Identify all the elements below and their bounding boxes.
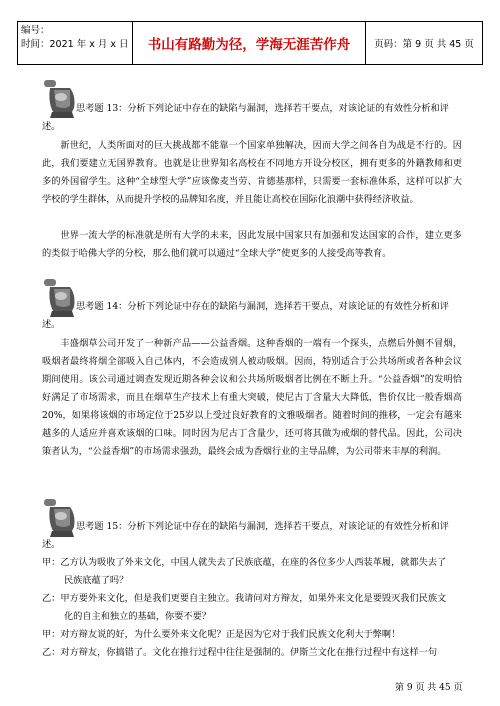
- dialogue-line-cont: 化的自主和独立的基础，你要不要？: [64, 611, 211, 622]
- q14-paragraph-1: 丰盛烟草公司开发了一种新产品——公益香烟。这种香烟的一端有一个探头，点燃后外侧不冒烟，吸烟者最终将烟全部吸入自己体内，不会造成别人被动吸烟。因而，特别适合于公共场所或者各种会议期间使用。该公司通过调查发现近期各种会议和公共场所吸烟者比例在不断上升。“公益香烟”的发明恰好满足了市场需求，而且在烟草生产技术上有重大突破，使尼古丁含量大大降低，售价仅比一般香烟高20%，如果将该烟的市场定位于25岁以上受过良好教育的文雅吸烟者。随着时间的推移，一定会有越来越多的人适应并喜欢该烟的口味。同时因为尼古丁含量少，还可将其做为戒烟的替代品。因此，公司决策者认为，“公益香烟”的市场需求强劲，最终会成为香烟行业的主导品牌，为公司带来丰厚的利润。: [42, 338, 462, 457]
- page-footer: 第 9 页 共 45 页: [395, 683, 463, 693]
- page-header: [17, 21, 483, 65]
- q15-title: 思考题 15：分析下列论证中存在的缺陷与漏洞，选择若干要点，对该论证的有效性分析和评述。: [42, 521, 449, 550]
- dialogue-line-cont: 民族底蕴了吗？: [64, 575, 129, 586]
- q13-paragraph-2: 世界一流大学的标准就是所有大学的未来，因此发展中国家只有加强和发达国家的合作，建立更多的类似于哈佛大学的分校，那么他们就可以通过“全球大学”使更多的人接受高等教育。: [42, 230, 462, 259]
- header-info-cell: [18, 22, 133, 64]
- motto: 书山有路勤为径，学海无涯苦作舟: [133, 22, 366, 64]
- q15-dialogue: [42, 554, 462, 662]
- dialogue-line: 乙：甲方要外来文化，但是我们更要自主独立。我请问对方辩友，如果外来文化是要毁灭我们民族文: [42, 593, 447, 604]
- q14-title: 思考题 14：分析下列论证中存在的缺陷与漏洞，选择若干要点，对该论证的有效性分析和评述。: [42, 301, 449, 330]
- dialogue-line: 甲：对方辩友说的好，为什么要外来文化呢？正是因为它对于我们民族文化利大于弊啊！: [42, 629, 401, 640]
- time-label: 时间：2021 年 x 月 x 日: [21, 39, 129, 50]
- page-label: 页码：第 9 页 共 45 页: [374, 39, 474, 50]
- dialogue-line: 甲：乙方认为吸收了外来文化，中国人就失去了民族底蕴，在座的各位多少人西装革履，就都失去了: [42, 557, 447, 568]
- q13-title: 思考题 13：分析下列论证中存在的缺陷与漏洞，选择若干要点，对该论证的有效性分析和评述。: [42, 103, 449, 132]
- number-label: 编号：: [21, 25, 50, 36]
- dialogue-line: 乙：对方辩友，你搞错了。文化在推行过程中往往是强制的。伊斯兰文化在推行过程中有这样一句: [42, 647, 438, 658]
- q13-paragraph-1: 新世纪，人类所面对的巨大挑战都不能靠一个国家单独解决，因而大学之间各自为战是不行的。因此，我们要建立无国界教育。也就是让世界知名高校在不同地方开设分校区，拥有更多的外籍教师和更多的外国留学生。这种“全球型大学”应该像麦当劳、肯德基那样，只需要一套标准体系，这样可以扩大学校的学生群体，从而提升学校的品牌知名度，并且能让高校在国际化浪潮中获得经济收益。: [42, 140, 462, 205]
